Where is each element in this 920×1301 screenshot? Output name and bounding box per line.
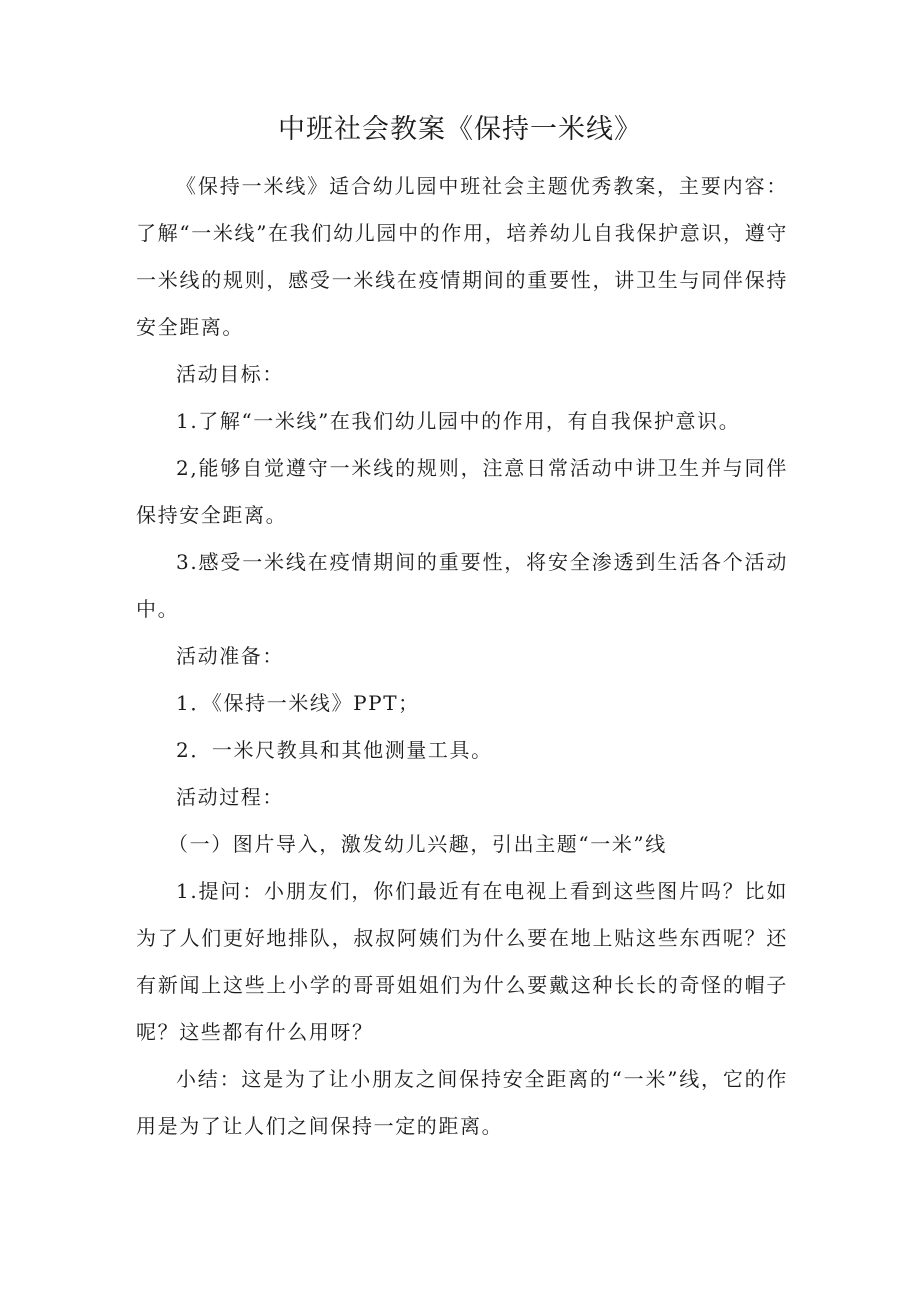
summary-paragraph: 小结：这是为了让小朋友之间保持安全距离的“一米”线，它的作用是为了让人们之间保持一定的距离。 [136,1067,788,1138]
section-heading-process: 活动过程： [176,785,284,809]
document-title: 中班社会教案《保持一米线》 [278,114,642,145]
goal-item-2: 2,能够自觉遵守一米线的规则，注意日常活动中讲卫生并与同伴保持安全距离。 [136,456,788,527]
preparation-item-2: 2．一米尺教具和其他测量工具。 [176,738,493,762]
section-heading-preparation: 活动准备： [176,644,284,668]
goal-item-1: 1.了解“一米线”在我们幼儿园中的作用，有自我保护意识。 [176,409,741,433]
document-body [136,163,788,1150]
preparation-item-1: 1．《保持一米线》PPT； [176,691,420,715]
section-heading-goals: 活动目标： [176,362,284,386]
process-subheading-1: （一）图片导入，激发幼儿兴趣，引出主题“一米”线 [168,832,667,856]
intro-paragraph: 《保持一米线》适合幼儿园中班社会主题优秀教案，主要内容：了解“一米线”在我们幼儿园中的作用，培养幼儿自我保护意识，遵守一米线的规则，感受一米线在疫情期间的重要性，讲卫生与同伴保持安全距离。 [136,174,788,339]
goal-item-3: 3.感受一米线在疫情期间的重要性，将安全渗透到生活各个活动中。 [136,550,788,621]
process-item-1: 1.提问：小朋友们，你们最近有在电视上看到这些图片吗？比如为了人们更好地排队，叔叔阿姨们为什么要在地上贴这些东西呢？还有新闻上这些上小学的哥哥姐姐们为什么要戴这种长长的奇怪的帽子呢？这些都有什么用呀？ [136,879,788,1044]
